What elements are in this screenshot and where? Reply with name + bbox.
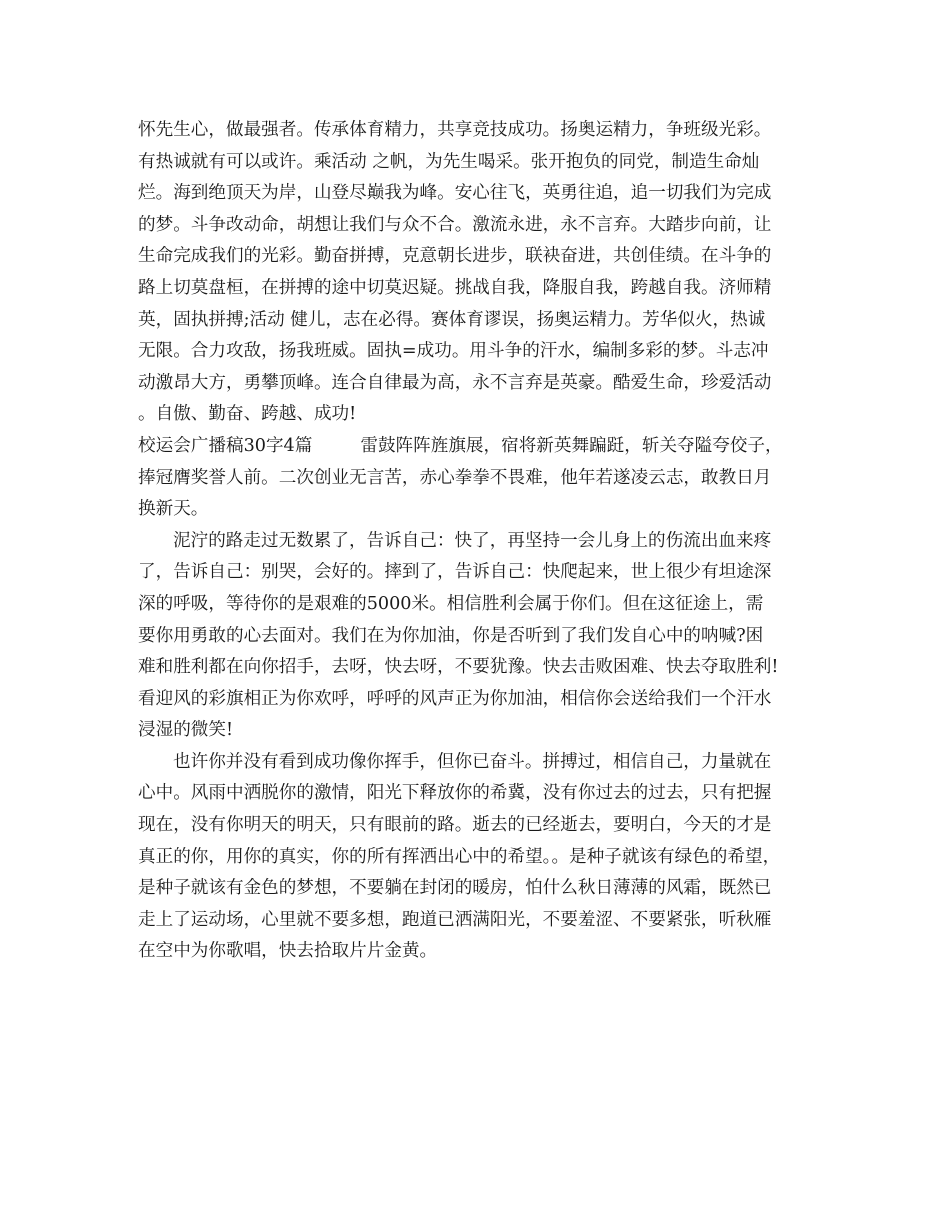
text-line: 烂。海到绝顶天为岸，山登尽巅我为峰。安心往飞，英勇往追，追一切我们为完成 [138, 183, 772, 204]
text-line: 是种子就该有金色的梦想，不要躺在封闭的暖房，怕什么秋日薄薄的风霜，既然已 [138, 878, 772, 899]
text-line: 有热诚就有可以或许。乘活动 之帆，为先生喝采。张开抱负的同党，制造生命灿 [138, 151, 760, 172]
text-line: 。自傲、勤奋、跨越、成功! [138, 404, 357, 425]
text-line: 深的呼吸，等待你的是艰难的5000米。相信胜利会属于你们。但在这征途上，需 [138, 593, 764, 614]
text-line: 英，固执拼搏;活动 健儿，志在必得。赛体育谬误，扬奥运精力。芳华似火，热诚 [138, 309, 766, 330]
text-line: 难和胜利都在向你招手，去呀，快去呀，不要犹豫。快去击败困难、快去夺取胜利! [138, 657, 779, 678]
text-line: 要你用勇敢的心去面对。我们在为你加油，你是否听到了我们发自心中的呐喊?困 [138, 625, 764, 646]
text-line: 怀先生心，做最强者。传承体育精力，共享竞技成功。扬奥运精力，争班级光彩。 [138, 120, 772, 140]
text-line: 现在，没有你明天的明天，只有眼前的路。逝去的已经逝去，要明白，今天的才是 [138, 815, 772, 836]
text-line: 了，告诉自己：别哭，会好的。摔到了，告诉自己：快爬起来，世上很少有坦途深 [138, 562, 772, 583]
text-line: 心中。风雨中洒脱你的激情，阳光下释放你的希冀，没有你过去的过去，只有把握 [138, 783, 772, 804]
text-line: 的梦。斗争改动命，胡想让我们与众不合。激流永进，永不言弃。大踏步向前，让 [138, 214, 772, 235]
document-body [138, 115, 828, 968]
text-line: 看迎风的彩旗相正为你欢呼，呼呼的风声正为你加油，相信你会送给我们一个汗水 [138, 688, 772, 709]
heading-follow-text: 雷鼓阵阵旌旗展，宿将新英舞蹁跹，斩关夺隘夸佼子， [360, 435, 783, 456]
paragraph-first-line: 也许你并没有看到成功像你挥手，但你已奋斗。拼搏过，相信自己，力量就在 [173, 751, 772, 772]
text-line: 路上切莫盘桓，在拼搏的途中切莫迟疑。挑战自我，降服自我，跨越自我。济师精 [138, 277, 772, 298]
text-line: 生命完成我们的光彩。勤奋拼搏，克意朝长进步，联袂奋进，共创佳绩。在斗争的 [138, 246, 772, 267]
text-line: 真正的你，用你的真实，你的所有挥洒出心中的希望。。是种子就该有绿色的希望， [138, 846, 781, 867]
text-line: 动激昂大方，勇攀顶峰。连合自律最为高，永不言弃是英豪。酷爱生命，珍爱活动 [138, 372, 772, 393]
section-heading: 校运会广播稿30字4篇 [138, 435, 313, 456]
text-line: 浸湿的微笑! [138, 720, 234, 741]
text-line: 捧冠膺奖誉人前。二次创业无言苦，赤心拳拳不畏难，他年若遂凌云志，敢教日月 [138, 467, 772, 488]
text-line: 走上了运动场，心里就不要多想，跑道已洒满阳光，不要羞涩、不要紧张，听秋雁 [138, 909, 772, 930]
text-line: 无限。合力攻敌，扬我班威。固执=成功。用斗争的汗水，编制多彩的梦。斗志冲 [138, 341, 769, 362]
heading-line [138, 431, 828, 463]
paragraph-first-line: 泥泞的路走过无数累了，告诉自己：快了，再坚持一会儿身上的伤流出血来疼 [173, 530, 772, 551]
text-line: 换新天。 [138, 499, 209, 520]
text-line: 在空中为你歌唱，快去拾取片片金黄。 [138, 941, 438, 962]
